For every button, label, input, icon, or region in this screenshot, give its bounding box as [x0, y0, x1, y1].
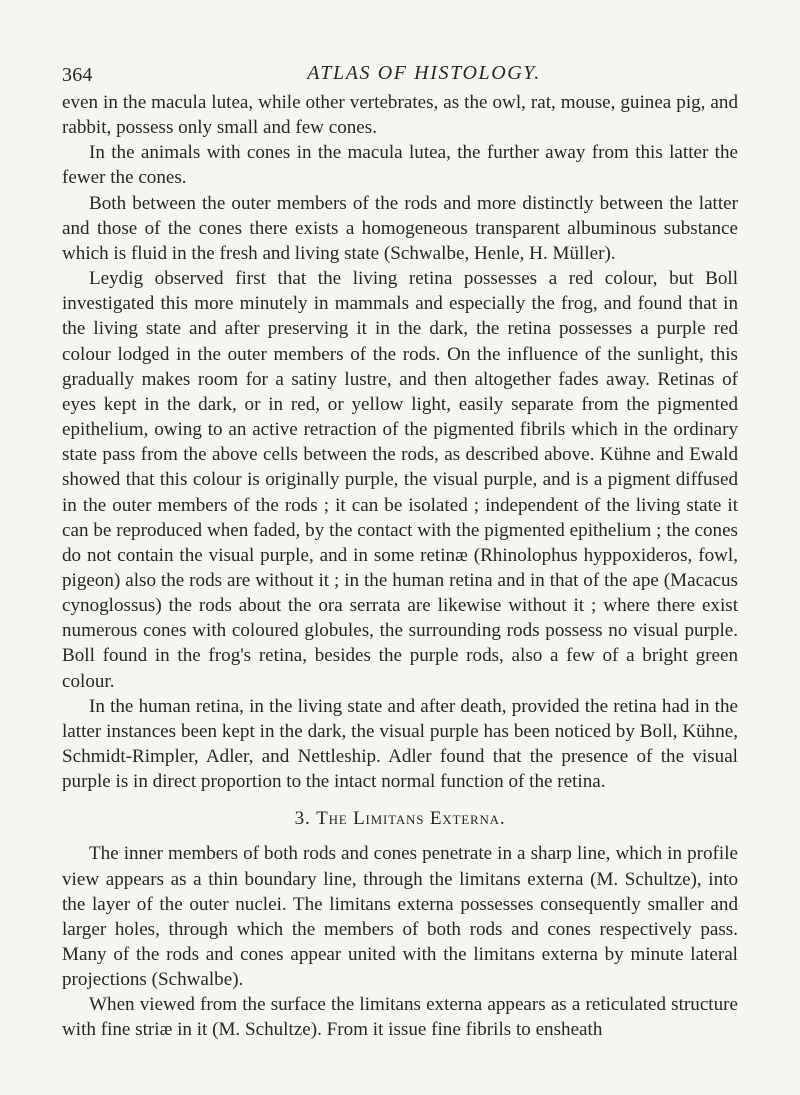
running-head — [62, 62, 738, 92]
body-text — [62, 90, 738, 1043]
paragraph: even in the macula lutea, while other vertebrates, as the owl, rat, mouse, guinea pig, and rabbit, possess only small and few cones. — [62, 92, 738, 139]
running-title: ATLAS OF HISTOLOGY. — [307, 62, 541, 84]
section-number: 3. — [294, 808, 311, 830]
page-number: 364 — [62, 64, 93, 86]
paragraph: The inner members of both rods and cones penetrate in a sharp line, which in profile view appears as a thin boundary line, through the limitans externa (M. Schultze), into the layer of the outer nuclei. The limitans externa possesses consequently smaller and larger holes, through which the members of both rods and cones respectively pass. Many of the rods and cones appear united with the limitans externa by minute lateral projections (Schwalbe). — [62, 843, 738, 991]
section-heading — [62, 806, 738, 831]
paragraph: Leydig observed first that the living retina possesses a red colour, but Boll investigated this more minutely in mammals and especially the frog, and found that in the living state and after preserving it in the dark, the retina possesses a purple red colour lodged in the outer members of the rods. On the influence of the sunlight, this gradually makes room for a satiny lustre, and then altogether fades away. Retinas of eyes kept in the dark, or in red, or yellow light, easily separate from the pigmented epithelium, owing to an active retraction of the pigmented fibrils which in the ordinary state pass from the above cells between the rods, as described above. Kühne and Ewald showed that this colour is originally purple, the visual purple, and is a pigment diffused in the outer members of the rods ; it can be isolated ; independent of the living state it can be reproduced when faded, by the contact with the pigmented epithelium ; the cones do not contain the visual purple, and in some retinæ (Rhinolophus hyppoxideros, fowl, pigeon) also the rods are without it ; in the human retina and in that of the ape (Macacus cynoglossus) the rods about the ora serrata are likewise without it ; where there exist numerous cones with coloured globules, the surrounding rods possess no visual purple. Boll found in the frog's retina, besides the purple rods, also a few of a bright green colour. — [62, 268, 738, 692]
paragraph: Both between the outer members of the rods and more distinctly between the latter and those of the cones there exists a homogeneous transparent albuminous substance which is fluid in the fresh and living state (Schwalbe, Henle, H. Müller). — [62, 192, 738, 264]
paragraph: In the animals with cones in the macula lutea, the further away from this latter the fewer the cones. — [62, 142, 738, 189]
section-title: The Limitans Externa. — [316, 808, 506, 830]
paragraph: When viewed from the surface the limitans externa appears as a reticulated structure with fine striæ in it (M. Schultze). From it issue fine fibrils to ensheath — [62, 994, 738, 1041]
paragraph: In the human retina, in the living state and after death, provided the retina had in the latter instances been kept in the dark, the visual purple has been noticed by Boll, Kühne, Schmidt-Rimpler, Adler, and Nettleship. Adler found that the presence of the visual purple is in direct proportion to the intact normal function of the retina. — [62, 695, 738, 793]
